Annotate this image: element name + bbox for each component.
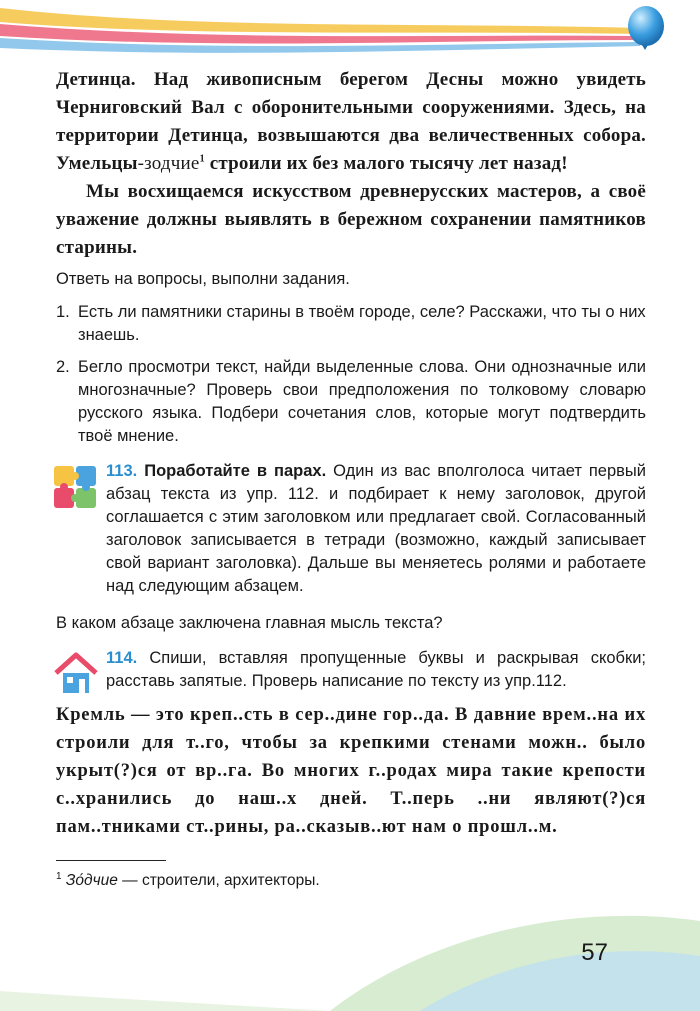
exercise-113 bbox=[56, 460, 646, 598]
exercise-number: 113. bbox=[106, 462, 138, 480]
reading-text bbox=[56, 66, 646, 262]
task-item bbox=[56, 301, 646, 347]
task-text: Есть ли памятники старины в твоём городе, селе? Расскажи, что ты о них знаешь. bbox=[78, 303, 646, 344]
footnote-marker: 1 bbox=[199, 153, 205, 165]
highlighted-word: Умельцы bbox=[56, 153, 138, 174]
paragraph-2: Мы восхищаемся искусством древнерусских мастеров, а своё уважение должны выявлять в бережном сохранении памятников старины. bbox=[56, 181, 646, 258]
tasks-intro: Ответь на вопросы, выполни задания. bbox=[56, 270, 350, 288]
page-content bbox=[56, 66, 646, 892]
footnote-divider bbox=[56, 860, 166, 861]
intro-paragraph bbox=[56, 66, 646, 178]
balloon-icon bbox=[620, 4, 670, 60]
intro-text-end: строили их без малого тысячу лет назад! bbox=[204, 153, 568, 174]
exercise-114 bbox=[56, 647, 646, 693]
task-text: Бегло просмотри текст, найди выделенные слова. Они однозначные или многозначные? Проверь свои предположения по толковому словарю русского языка. Подбери сочетания слов, которые могут подтвердить твоё мнение. bbox=[78, 358, 646, 445]
intro-text: Детинца. Над живописным берегом Десны можно увидеть Черниговский Вал с оборонительными сооружениями. Здесь, на территории Детинца, возвышаются два величественных собора. bbox=[56, 69, 646, 146]
footnote-definition: — строители, архитекторы. bbox=[117, 871, 320, 889]
footnote-term: Зо́дчие bbox=[65, 871, 118, 889]
footnote-mark: 1 bbox=[56, 870, 62, 882]
exercise-number: 114. bbox=[106, 649, 138, 667]
task-number: 2. bbox=[56, 358, 70, 376]
task-item bbox=[56, 356, 646, 448]
exercise-title: Поработайте в парах. bbox=[144, 462, 327, 480]
exercise-text: Спиши, вставляя пропущенные буквы и раскрывая скобки; расставь запятые. Проверь написание по тексту из упр.112. bbox=[106, 649, 646, 690]
exercise-text: Один из вас вполголоса читает первый абзац текста из упр. 112. и подбирает к нему заголовок, другой соглашается с этим заголовком или предлагает свой. Согласованный заголовок записывается в тетради (возможно, каждый записывает свой вариант заголовка). Дальше вы меняетесь ролями и работаете над следующим абзацем. bbox=[106, 462, 646, 595]
footnote bbox=[56, 869, 646, 892]
tasks-section bbox=[56, 268, 646, 448]
dictation-text: Кремль — это креп..сть в сер..дине гор..да. В давние врем..на их строили для т..го, чтобы за крепкими стенами можн.. было укрыт(?)ся от вр..га. Во многих г..родах мира такие крепости с..хранились до наш..х дней. Т..перь ..ни являют(?)ся пам..тниками ст..рины, ра..сказыв..ют нам о прошл..м. bbox=[56, 705, 646, 837]
task-number: 1. bbox=[56, 303, 70, 321]
house-icon bbox=[52, 649, 100, 697]
puzzle-icon bbox=[52, 462, 100, 510]
top-decorative-band bbox=[0, 0, 700, 60]
intro-text-middle: -зодчие bbox=[137, 153, 200, 174]
page-number: 57 bbox=[581, 939, 608, 966]
question-text: В каком абзаце заключена главная мысль текста? bbox=[56, 614, 443, 632]
